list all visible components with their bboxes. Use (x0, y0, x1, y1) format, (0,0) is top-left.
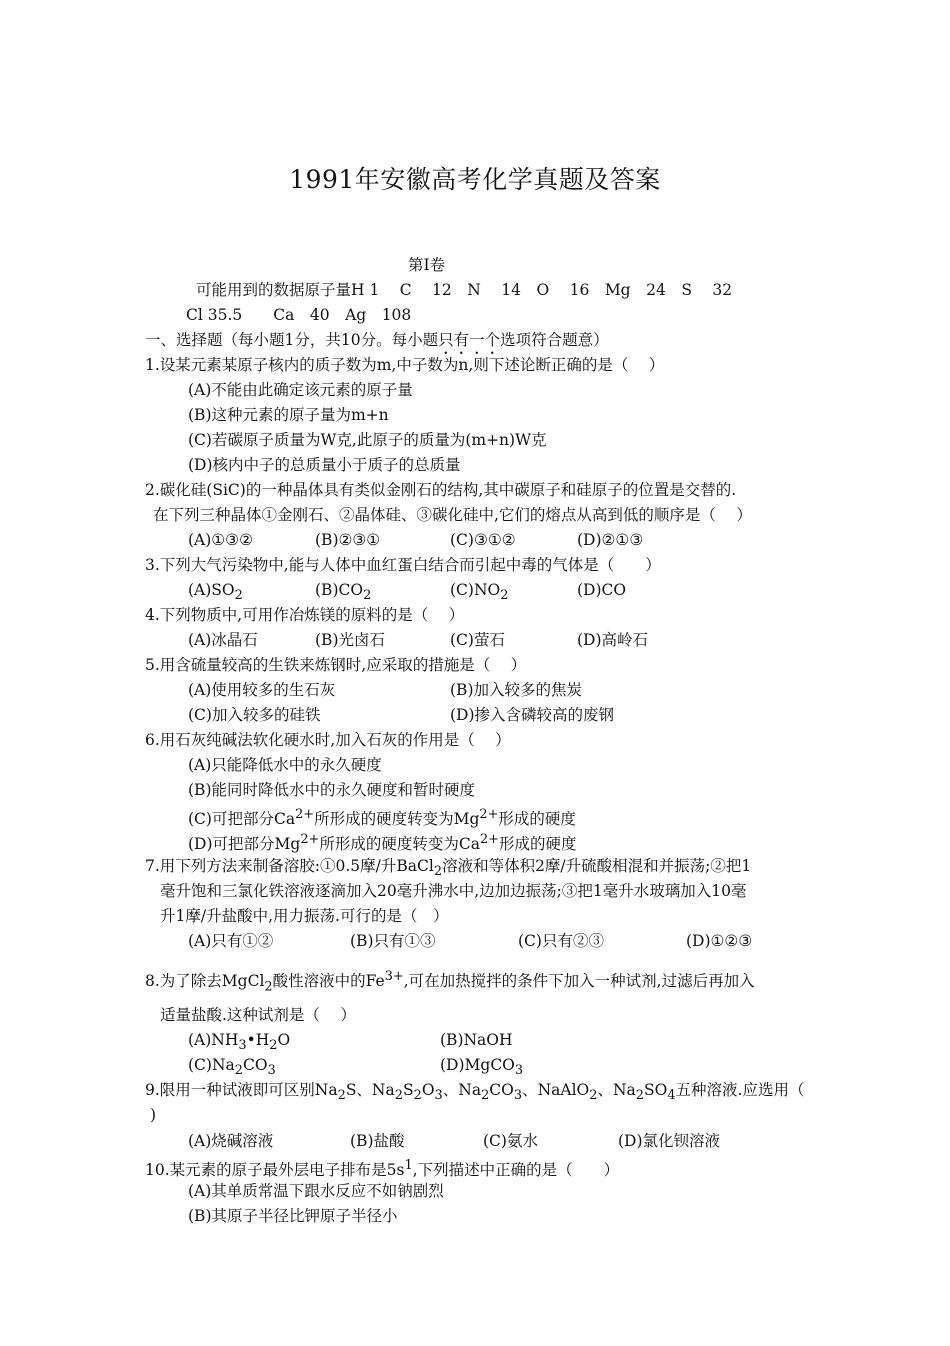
q9-option-b: (B)盐酸 (350, 1132, 405, 1150)
question-7-stem-2: 毫升饱和三氯化铁溶液逐滴加入20毫升沸水中,边加边振荡;③把1毫升水玻璃加入10毫 (160, 882, 747, 900)
q6-option-b: (B)能同时降低水中的永久硬度和暂时硬度 (188, 781, 475, 799)
volume-heading: 第Ⅰ卷 (408, 256, 446, 274)
q8-option-a: $(A)NH_3•H_2O$ (188, 1031, 291, 1054)
q9-option-d: (D)氯化钡溶液 (618, 1132, 721, 1150)
q4-option-a: (A)冰晶石 (188, 631, 258, 649)
page-title: 1991年安徽高考化学真题及答案 (289, 165, 661, 194)
question-4-stem: 4.下列物质中,可用作冶炼镁的原料的是（ ） (145, 606, 465, 624)
q8-option-c: $(C)Na_2CO_3$ (188, 1056, 276, 1079)
question-8-stem-2: 适量盐酸.这种试剂是（ ） (160, 1006, 356, 1024)
question-3-stem: 3.下列大气污染物中,能与人体中血红蛋白结合而引起中毒的气体是（ ） (145, 556, 661, 574)
q7-option-d: (D)①②③ (686, 932, 753, 950)
q6-option-a: (A)只能降低水中的永久硬度 (188, 756, 382, 774)
question-9-stem-2: ) (150, 1106, 157, 1124)
q1-option-c: (C)若碳原子质量为W克,此原子的质量为(m+n)W克 (188, 431, 547, 449)
emphasis-text: 只有一个 (438, 331, 501, 349)
q2-option-a: (A)①③② (188, 531, 253, 549)
question-10-stem: 10.某元素的原子最外层电子排布是$5s^1$,下列描述中正确的是（ ） (145, 1158, 620, 1180)
q7-option-a: (A)只有①② (188, 932, 274, 950)
q2-option-d: (D)②①③ (577, 531, 644, 549)
question-7-stem-1: 7.用下列方法来制备溶胶:①0.5摩/升BaCl$_2$溶液和等体积2摩/升硫酸相混和并振荡;②把1 (145, 857, 752, 880)
question-2-stem-1: 2.碳化硅(SiC)的一种晶体具有类似金刚石的结构,其中碳原子和硅原子的位置是交替的. (145, 481, 737, 499)
question-6-stem: 6.用石灰纯碱法软化硬水时,加入石灰的作用是（ ） (145, 731, 511, 749)
q3-option-d: (D)CO (577, 581, 627, 599)
q2-option-b: (B)②③① (315, 531, 381, 549)
q3-option-b: $(B)CO_2$ (315, 581, 372, 604)
q10-option-a: (A)其单质常温下跟水反应不如钠剧烈 (188, 1182, 444, 1200)
question-8-stem-1: 8.为了除去MgCl$_2$酸性溶液中的$Fe^{3+}$,可在加热搅拌的条件下加入一种试剂,过滤后再加入 (145, 969, 755, 995)
question-2-stem-2: 在下列三种晶体①金刚石、②晶体硅、③碳化硅中,它们的熔点从高到低的顺序是（ ） (153, 506, 752, 524)
q4-option-b: (B)光卤石 (315, 631, 385, 649)
q5-option-b: (B)加入较多的焦炭 (450, 681, 582, 699)
question-1-stem: 1.设某元素某原子核内的质子数为m,中子数为n,则下述论断正确的是（ ） (145, 356, 665, 374)
q5-option-d: (D)掺入含磷较高的废钢 (450, 706, 615, 724)
q1-option-b: (B)这种元素的原子量为m+n (188, 406, 389, 424)
q7-option-c: (C)只有②③ (518, 932, 604, 950)
question-5-stem: 5.用含硫量较高的生铁来炼钢时,应采取的措施是（ ） (145, 656, 527, 674)
q2-option-c: (C)③①② (450, 531, 516, 549)
q4-option-c: (C)萤石 (450, 631, 505, 649)
q6-option-c: (C)可把部分$Ca^{2+}$所形成的硬度转变为$Mg^{2+}$形成的硬度 (188, 807, 576, 829)
q10-option-b: (B)其原子半径比钾原子半径小 (188, 1207, 398, 1225)
q1-option-a: (A)不能由此确定该元素的原子量 (188, 381, 413, 399)
question-7-stem-3: 升1摩/升盐酸中,用力振荡.可行的是（ ） (160, 907, 449, 925)
q3-option-c: $(C)NO_2$ (450, 581, 509, 604)
q8-option-b: (B)NaOH (440, 1031, 513, 1049)
q8-option-d: (D)MgCO$_3$ (440, 1056, 524, 1079)
q1-option-d: (D)核内中子的总质量小于质子的总质量 (188, 456, 461, 474)
q5-option-c: (C)加入较多的硅铁 (188, 706, 321, 724)
q6-option-d: (D)可把部分$Mg^{2+}$所形成的硬度转变为$Ca^{2+}$形成的硬度 (188, 832, 577, 854)
q4-option-d: (D)高岭石 (577, 631, 649, 649)
q9-option-c: (C)氨水 (483, 1132, 538, 1150)
atomic-mass-line-2: Cl 35.5 Ca 40 Ag 108 (186, 306, 412, 324)
q3-option-a: $(A)SO_2$ (188, 581, 243, 604)
q7-option-b: (B)只有①③ (350, 932, 436, 950)
question-9-stem-1: 9.限用一种试液即可区别$Na_2S$、$Na_2S_2O_3$、$Na_2CO_3$、NaAlO$_2$、$Na_2SO_4$五种溶液.应选用（ (145, 1081, 805, 1104)
atomic-mass-line-1: 可能用到的数据原子量H 1 C 12 N 14 O 16 Mg 24 S 32 (196, 281, 733, 299)
q5-option-a: (A)使用较多的生石灰 (188, 681, 336, 699)
q9-option-a: (A)烧碱溶液 (188, 1132, 274, 1150)
section-heading: 一、选择题（每小题1分，共10分。每小题只有一个选项符合题意） (145, 331, 609, 349)
